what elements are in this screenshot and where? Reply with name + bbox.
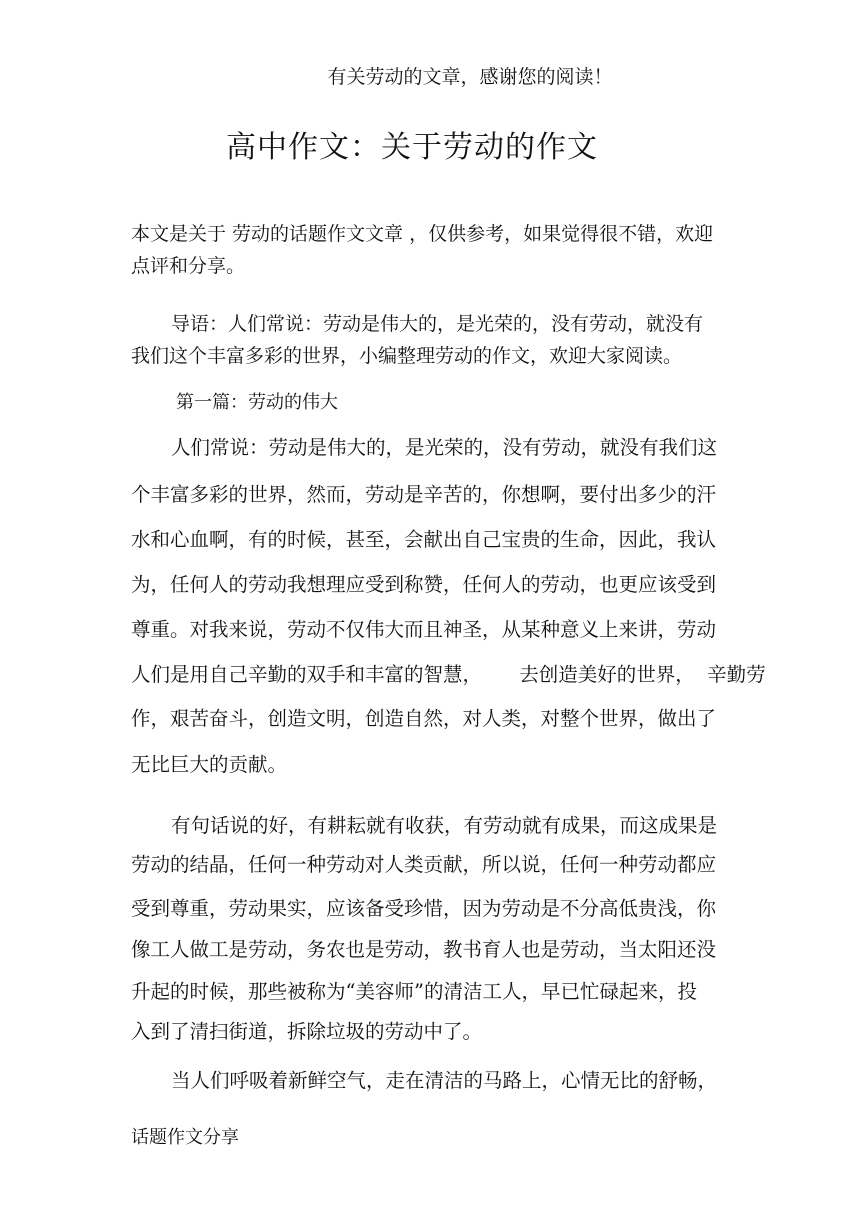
paragraph-2-line: 升起的时候，那些被称为“美容师”的清洁工人，早已忙碌起来，投: [131, 980, 697, 1003]
paragraph-3-line: 当人们呼吸着新鲜空气，走在清洁的马路上，心情无比的舒畅，: [171, 1069, 718, 1092]
paragraph-2-line: 有句话说的好，有耕耘就有收获，有劳动就有成果，而这成果是: [171, 814, 718, 837]
page-title: 高中作文：关于劳动的作文: [226, 130, 598, 165]
paragraph-2-line: 受到尊重，劳动果实，应该备受珍惜，因为劳动是不分高低贵浅，你: [131, 897, 717, 920]
intro-line: 点评和分享。: [131, 255, 246, 277]
paragraph-1-line: 无比巨大的贡献。: [131, 753, 288, 776]
intro-line: 本文是关于 劳动的话题作文文章 ，仅供参考，如果觉得很不错，欢迎: [131, 223, 714, 245]
guide-line: 导语：人们常说：劳动是伟大的，是光荣的，没有劳动，就没有: [171, 313, 704, 335]
header-note: 有关劳动的文章，感谢您的阅读！: [327, 66, 613, 88]
paragraph-1-line: 水和心血啊，有的时候，甚至，会献出自己宝贵的生命，因此，我认: [131, 528, 717, 551]
paragraph-2-line: 入到了清扫街道，拆除垃圾的劳动中了。: [131, 1020, 483, 1043]
paragraph-1-line: 人们是用自己辛勤的双手和丰富的智慧， 去创造美好的世界， 辛勤劳: [131, 663, 766, 686]
paragraph-2-line: 劳动的结晶，任何一种劳动对人类贡献，所以说，任何一种劳动都应: [131, 853, 717, 876]
paragraph-1-line: 为，任何人的劳动我想理应受到称赞，任何人的劳动，也更应该受到: [131, 573, 717, 596]
guide-line: 我们这个丰富多彩的世界，小编整理劳动的作文，欢迎大家阅读。: [131, 345, 683, 367]
section-heading: 第一篇：劳动的伟大: [176, 392, 338, 413]
paragraph-1-line: 人们常说：劳动是伟大的，是光荣的，没有劳动，就没有我们这: [171, 436, 718, 459]
paragraph-1-line: 个丰富多彩的世界，然而，劳动是辛苦的，你想啊，要付出多少的汗: [131, 483, 717, 506]
footer-label: 话题作文分享: [131, 1127, 239, 1148]
paragraph-1-line: 作，艰苦奋斗，创造文明，创造自然，对人类，对整个世界，做出了: [131, 707, 717, 730]
paragraph-1-line: 尊重。对我来说，劳动不仅伟大而且神圣，从某种意义上来讲，劳动: [131, 618, 717, 641]
paragraph-2-line: 像工人做工是劳动，务农也是劳动，教书育人也是劳动，当太阳还没: [131, 938, 717, 961]
